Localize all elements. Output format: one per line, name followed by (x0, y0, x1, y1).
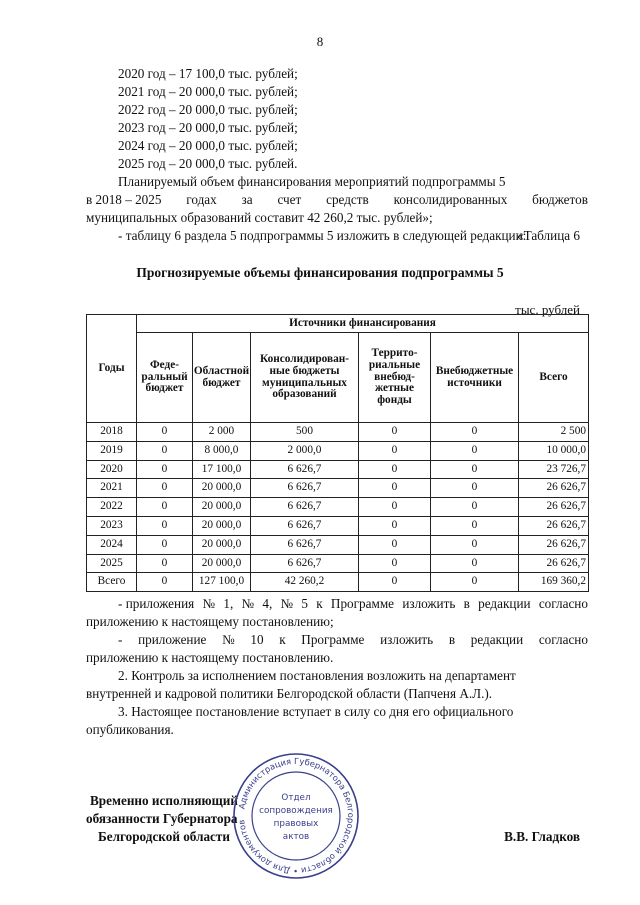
table-cell: 20 000,0 (193, 479, 251, 498)
table-cell: 0 (431, 573, 519, 592)
para1-word: бюджетов (532, 192, 588, 207)
year-line-2023: 2023 год – 20 000,0 тыс. рублей; (118, 120, 298, 135)
year-line-2025: 2025 год – 20 000,0 тыс. рублей. (118, 156, 298, 171)
header-extrabudgetary: Внебюджетные источники (431, 333, 519, 423)
table-cell: 6 626,7 (251, 535, 359, 554)
after-p1-word: редакции (478, 596, 531, 611)
table-cell: 0 (431, 423, 519, 442)
table-cell: 0 (431, 441, 519, 460)
table-cell: 0 (137, 441, 193, 460)
table-row (87, 479, 589, 498)
signature-line3: Белгородской области (98, 829, 230, 844)
signature-name: В.В. Гладков (504, 829, 580, 844)
table-row (87, 460, 589, 479)
column-headers (87, 333, 589, 423)
table-cell: 0 (137, 535, 193, 554)
after-p4-line1: 3. Настоящее постановление вступает в силу со дня его официального (118, 704, 514, 719)
table-cell: 0 (431, 535, 519, 554)
table-cell: 169 360,2 (519, 573, 589, 592)
table-cell: 2025 (87, 554, 137, 573)
page-number: 8 (316, 34, 324, 49)
after-p2-word: редакции (470, 632, 524, 647)
header-total: Всего (519, 333, 589, 423)
para1-line2 (86, 192, 588, 208)
after-p2-word: изложить (380, 632, 434, 647)
table-row (87, 423, 589, 442)
para1-word: за (241, 192, 253, 207)
table-cell: 20 000,0 (193, 554, 251, 573)
table-cell: 0 (137, 423, 193, 442)
para1-word: годах (186, 192, 217, 207)
after-p1-word: № (280, 596, 294, 611)
header-years: Годы (87, 315, 137, 423)
after-p1-word: 5 (301, 596, 308, 611)
after-p1-line2: приложению к настоящему постановлению; (86, 614, 334, 629)
table-title: Прогнозируемые объемы финансирования подпрограммы 5 (136, 265, 504, 280)
table-row (87, 554, 589, 573)
table-label: «Таблица 6 (517, 228, 580, 243)
table-cell: 2021 (87, 479, 137, 498)
financing-table (86, 314, 589, 592)
table-cell: 2022 (87, 498, 137, 517)
para1-word: консолидированных (393, 192, 508, 207)
after-p3-line1: 2. Контроль за исполнением постановления возложить на департамент (118, 668, 516, 683)
table-cell: Всего (87, 573, 137, 592)
table-cell: 2 000 (193, 423, 251, 442)
para1-line3: муниципальных образований составит 42 260,2 тыс. рублей»; (86, 210, 433, 225)
table-row (87, 498, 589, 517)
after-p2-word: приложение (138, 632, 207, 647)
year-line-2024: 2024 год – 20 000,0 тыс. рублей; (118, 138, 298, 153)
table-cell: 26 626,7 (519, 479, 589, 498)
stamp-center-line: актов (282, 832, 310, 842)
table-cell: 0 (359, 535, 431, 554)
table-cell: 0 (137, 516, 193, 535)
year-line-2021: 2021 год – 20 000,0 тыс. рублей; (118, 84, 298, 99)
year-line-2022: 2022 год – 20 000,0 тыс. рублей; (118, 102, 298, 117)
stamp-inner-ring (252, 772, 340, 860)
table-cell: 0 (431, 460, 519, 479)
stamp-center-line: правовых (273, 819, 319, 829)
stamp-center-line: Отдел (281, 793, 311, 803)
after-p2-word: Программе (301, 632, 365, 647)
units-label: тыс. рублей (515, 302, 580, 317)
table-cell: 6 626,7 (251, 554, 359, 573)
after-p1-line1 (118, 596, 588, 612)
after-p4-line2: опубликования. (86, 722, 174, 737)
after-p2-line2: приложению к настоящему постановлению. (86, 650, 334, 665)
table-cell: 2019 (87, 441, 137, 460)
table-cell: 0 (431, 516, 519, 535)
table-cell: 23 726,7 (519, 460, 589, 479)
table-cell: 0 (137, 498, 193, 517)
signature-line1: Временно исполняющий (90, 793, 238, 808)
table-cell: 20 000,0 (193, 498, 251, 517)
table-cell: 0 (137, 460, 193, 479)
after-p1-word: - приложения (118, 596, 195, 611)
table-cell: 6 626,7 (251, 498, 359, 517)
table-cell: 8 000,0 (193, 441, 251, 460)
official-stamp (232, 752, 360, 880)
stamp-center-line: сопровождения (259, 806, 333, 816)
table-row (87, 516, 589, 535)
after-p1-word: № (241, 596, 255, 611)
after-p1-word: к (316, 596, 323, 611)
after-p2-word: - (118, 632, 123, 647)
table-cell: 127 100,0 (193, 573, 251, 592)
para1-line1: Планируемый объем финансирования мероприятий подпрограммы 5 (118, 174, 506, 189)
table-cell: 6 626,7 (251, 460, 359, 479)
after-p2-word: в (448, 632, 456, 647)
table-cell: 17 100,0 (193, 460, 251, 479)
year-line-2020: 2020 год – 17 100,0 тыс. рублей; (118, 66, 298, 81)
after-p2-word: № (222, 632, 235, 647)
table-cell: 26 626,7 (519, 554, 589, 573)
after-p2-word: согласно (538, 632, 588, 647)
table-cell: 6 626,7 (251, 516, 359, 535)
table-cell: 0 (431, 554, 519, 573)
table-cell: 0 (359, 479, 431, 498)
table-cell: 20 000,0 (193, 535, 251, 554)
after-p1-word: № (202, 596, 216, 611)
table-cell: 0 (137, 479, 193, 498)
table-cell: 0 (137, 554, 193, 573)
table-cell: 2 000,0 (251, 441, 359, 460)
signature-line2: обязанности Губернатора (86, 811, 238, 826)
table-cell: 0 (359, 498, 431, 517)
table-cell: 0 (431, 479, 519, 498)
table-cell: 10 000,0 (519, 441, 589, 460)
header-municipal: Консолидирован- ные бюджеты муниципальных образований (251, 333, 359, 423)
header-territorial-funds: Террито- риальные внебюд- жетные фонды (359, 333, 431, 423)
table-cell: 2 500 (519, 423, 589, 442)
table-cell: 2018 (87, 423, 137, 442)
table-cell: 500 (251, 423, 359, 442)
header-regional: Областной бюджет (193, 333, 251, 423)
header-sources: Источники финансирования (137, 315, 589, 333)
stamp-ring-textpath: Администрация Губернатора Белгородской области • Для документов (236, 755, 357, 877)
table-cell: 0 (431, 498, 519, 517)
after-p1-word: в (463, 596, 470, 611)
after-p1-word: 4, (262, 596, 273, 611)
para1-word: счет (277, 192, 302, 207)
after-p2-word: к (279, 632, 286, 647)
table-row (87, 441, 589, 460)
table-cell: 2023 (87, 516, 137, 535)
table-cell: 42 260,2 (251, 573, 359, 592)
after-p3-line2: внутренней и кадровой политики Белгородской области (Папченя А.Л.). (86, 686, 493, 701)
para1-word: средств (326, 192, 369, 207)
after-p1-word: Программе (330, 596, 395, 611)
table-cell: 26 626,7 (519, 516, 589, 535)
after-p1-word: 1, (223, 596, 234, 611)
table-cell: 26 626,7 (519, 498, 589, 517)
para2: - таблицу 6 раздела 5 подпрограммы 5 изложить в следующей редакции: (118, 228, 527, 243)
after-p2-word: 10 (250, 632, 264, 647)
table-cell: 0 (359, 554, 431, 573)
table-cell: 0 (359, 573, 431, 592)
table-cell: 2024 (87, 535, 137, 554)
table-row (87, 573, 589, 592)
header-federal: Феде- ральный бюджет (137, 333, 193, 423)
table-cell: 0 (137, 573, 193, 592)
table-cell: 26 626,7 (519, 535, 589, 554)
table-row (87, 535, 589, 554)
para1-word: в 2018 – 2025 (86, 192, 162, 207)
table-cell: 0 (359, 460, 431, 479)
table-cell: 6 626,7 (251, 479, 359, 498)
after-p2-line1 (118, 632, 588, 648)
table-cell: 2020 (87, 460, 137, 479)
after-p1-word: изложить (402, 596, 456, 611)
table-cell: 0 (359, 423, 431, 442)
table-cell: 0 (359, 441, 431, 460)
table-cell: 20 000,0 (193, 516, 251, 535)
after-p1-word: согласно (538, 596, 588, 611)
table-cell: 0 (359, 516, 431, 535)
